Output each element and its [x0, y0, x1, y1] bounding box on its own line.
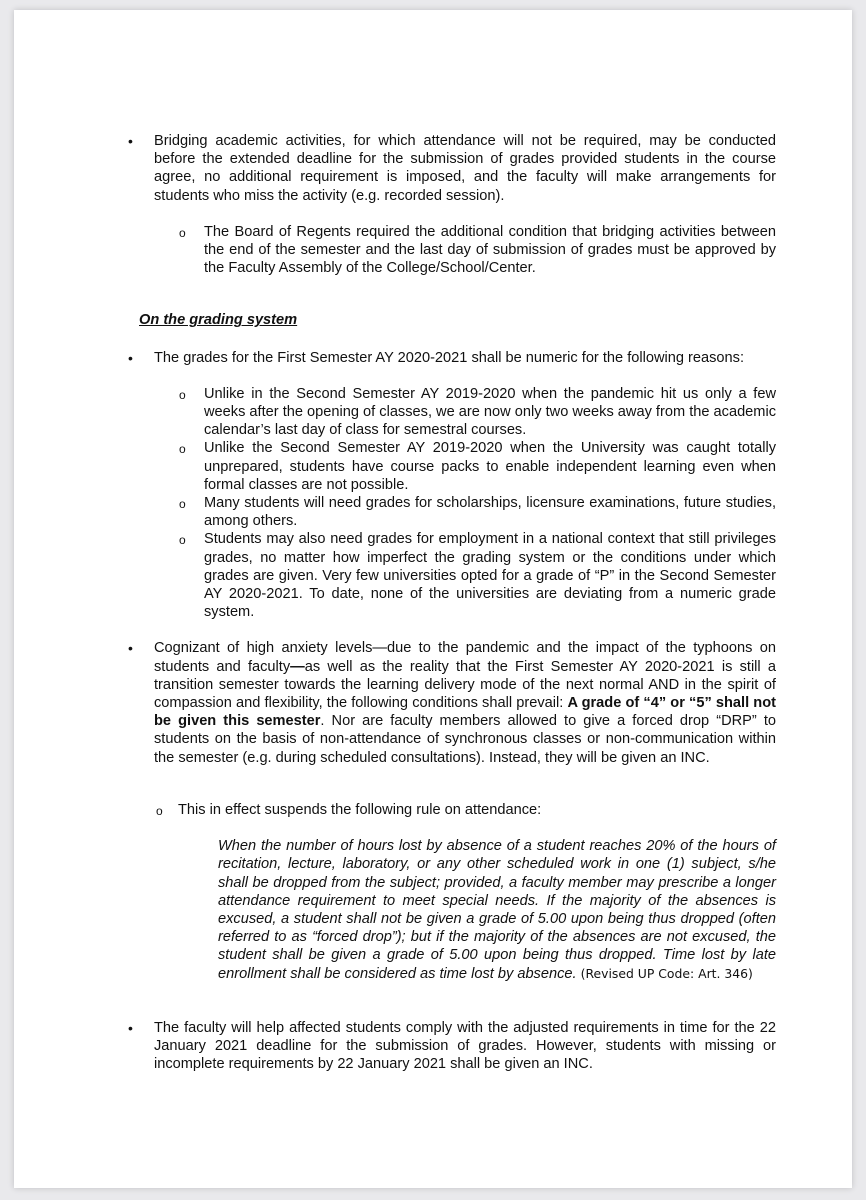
sub-bullet-marker: o: [179, 387, 186, 402]
bullet-marker: •: [128, 133, 133, 149]
sub-bullet-marker: o: [179, 225, 186, 240]
paragraph-text-part: Cognizant of high anxiety levels—due to the pandemic and the impact of the typhoons on students and faculty: [154, 640, 776, 675]
document-content: [124, 132, 776, 1073]
sub-bullet-attendance-rule: [124, 801, 776, 819]
bullet-grade-conditions: [124, 639, 776, 766]
attendance-rule-quote: [218, 837, 776, 983]
bullet-bridging-activities: [124, 132, 776, 205]
quote-text: When the number of hours lost by absence of a student reaches 20% of the hours of recitation, lecture, laboratory, or any other scheduled work in one (1) subject, s/he shall be dropped from the subject; provided, a faculty member may prescribe a longer attendance requirement to meet special needs. If the majority of the absences is excused, a student shall not be given a grade of 5.00 upon being thus dropped (often referred to as “forced drop”); but if the majority of the absences are not excused, the student shall be given a grade of 5.00 upon being thus dropped. Time lost by late enrollment shall be considered as time lost by absence.: [218, 838, 776, 982]
document-page: [14, 10, 852, 1188]
quote-citation: (Revised UP Code: Art. 346): [580, 965, 753, 981]
bold-condition: A grade of “4” or “5” shall not be given this semester: [154, 695, 776, 730]
bullet-faculty-help: [124, 1019, 776, 1074]
reason-text: Many students will need grades for scholarships, licensure examinations, future studies, among others.: [204, 495, 776, 530]
sub-bullet-marker: o: [179, 533, 186, 548]
paragraph-text: This in effect suspends the following rule on attendance:: [178, 801, 542, 818]
bullet-marker: •: [128, 640, 133, 657]
reason-item: [124, 530, 776, 621]
section-heading: On the grading system: [139, 312, 298, 329]
bullet-numeric-grades: [124, 349, 776, 367]
paragraph-text-part: as well as the reality that the First Semester AY 2020-2021 is still a transition semester towards the learning delivery mode of the next normal AND in the spirit of compassion and flexibility, the following conditions shall prevail:: [154, 658, 776, 712]
reason-text: Unlike in the Second Semester AY 2019-2020 when the pandemic hit us only a few weeks after the opening of classes, we are now only two weeks away from the academic calendar’s last day of class for semestral courses.: [204, 385, 776, 439]
sub-bullet-board-of-regents: [124, 223, 776, 278]
bullet-marker: •: [128, 1019, 133, 1036]
reason-text: Students may also need grades for employment in a national context that still privileges grades, no matter how imperfect the grading system or the conditions under which grades are given. Very few universities opted for a grade of “P” in the Second Semester AY 2020-2021. To date, none of the universities are deviating from a numeric grade system.: [204, 531, 776, 621]
paragraph-text: The faculty will help affected students comply with the adjusted requirements in time for the 22 January 2021 deadline for the submission of grades. However, students with missing or incomplete requirements by 22 January 2021 shall be given an INC.: [154, 1019, 776, 1073]
paragraph-text-part: . Nor are faculty members allowed to give a forced drop “DRP” to students on the basis of non-attendance of synchronous classes or non-communication within the semester (e.g. during scheduled consultations). Instead, they will be given an INC.: [154, 713, 776, 766]
sub-bullet-marker: o: [156, 803, 163, 818]
reason-item: [124, 494, 776, 530]
reason-text: Unlike the Second Semester AY 2019-2020 when the University was caught totally unprepared, students have course packs to enable independent learning even when formal classes are not possible.: [204, 440, 776, 493]
reasons-list: [124, 385, 776, 622]
reason-item: [124, 385, 776, 440]
bold-dash: —: [290, 658, 305, 675]
reason-item: [124, 439, 776, 494]
paragraph-text: The grades for the First Semester AY 2020-2021 shall be numeric for the following reasons:: [154, 349, 745, 366]
paragraph-text: Bridging academic activities, for which attendance will not be required, may be conducted before the extended deadline for the submission of grades provided students in the course agree, no additional requirement is imposed, and the faculty will make arrangements for students who miss the activity (e.g. recorded session).: [154, 133, 776, 204]
paragraph-text: The Board of Regents required the additional condition that bridging activities between the end of the semester and the last day of submission of grades must be approved by the Faculty Assembly of the College/School/Center.: [204, 223, 776, 277]
sub-bullet-marker: o: [179, 442, 186, 457]
bullet-marker: •: [128, 349, 133, 366]
sub-bullet-marker: o: [179, 497, 186, 512]
